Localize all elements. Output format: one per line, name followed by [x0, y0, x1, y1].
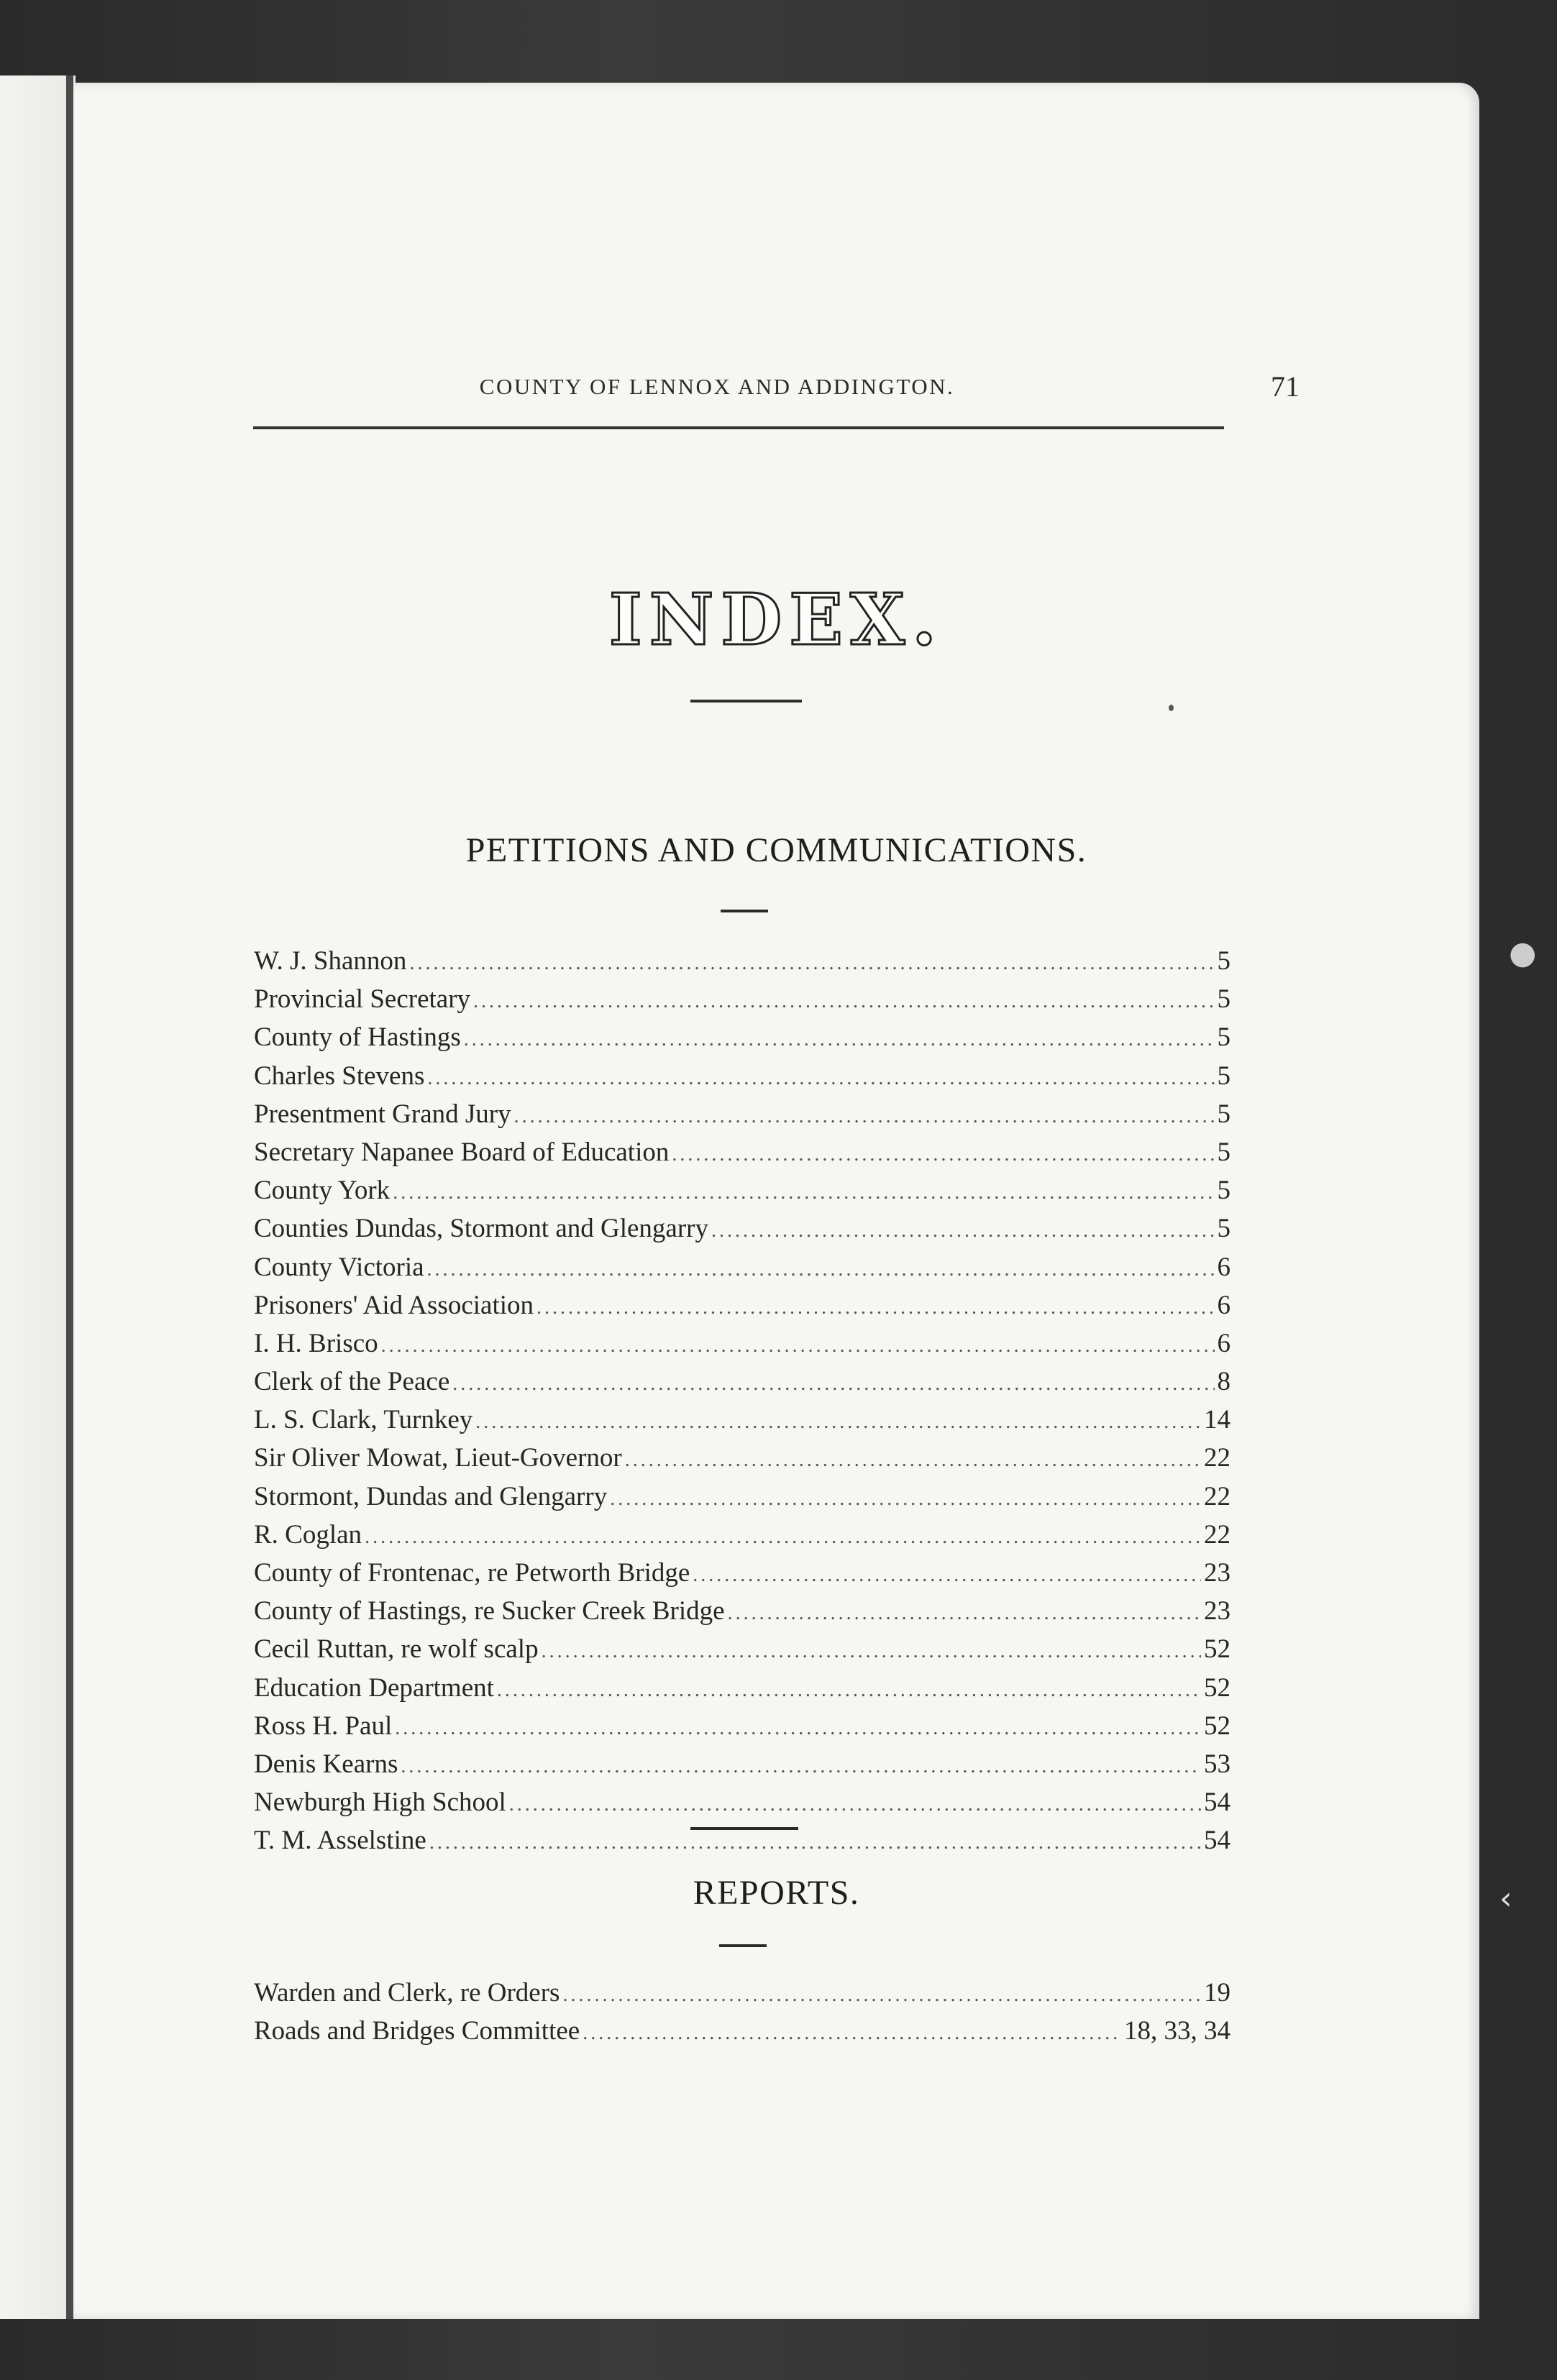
dot-leader [464, 1028, 1215, 1051]
reports-list [254, 1977, 1230, 2054]
index-entry [254, 1022, 1230, 1060]
entry-name: County of Hastings, re Sucker Creek Bridge [254, 1596, 725, 1626]
entry-name: Counties Dundas, Stormont and Glengarry [254, 1214, 708, 1244]
dot-leader [427, 1258, 1215, 1281]
entry-page: 22 [1204, 1481, 1230, 1511]
page-edge-mark-2: ‹ [1499, 1880, 1512, 1917]
index-entry [254, 1749, 1230, 1787]
entry-name: Denis Kearns [254, 1749, 398, 1779]
entry-page: 52 [1204, 1711, 1230, 1741]
index-entry [254, 1061, 1230, 1099]
dot-leader [711, 1219, 1215, 1242]
index-entry [254, 1252, 1230, 1290]
index-entry [254, 946, 1230, 984]
title-divider [690, 700, 802, 702]
petitions-divider-2 [721, 910, 768, 912]
entry-page: 5 [1217, 1022, 1230, 1053]
dot-leader [625, 1449, 1201, 1472]
index-entry [254, 1825, 1230, 1863]
entry-page: 5 [1217, 1214, 1230, 1244]
entry-page: 52 [1204, 1634, 1230, 1665]
index-entry [254, 1213, 1230, 1251]
entry-name: Sir Oliver Mowat, Lieut-Governor [254, 1443, 622, 1473]
entry-name: Provincial Secretary [254, 984, 471, 1015]
dot-leader [672, 1143, 1214, 1166]
dot-leader [728, 1602, 1201, 1625]
dot-leader [509, 1793, 1201, 1816]
page-edge-mark: ● [1509, 935, 1537, 971]
index-entry [254, 1787, 1230, 1825]
entry-page: 52 [1204, 1672, 1230, 1703]
index-entry [254, 2015, 1230, 2054]
header-rule [253, 426, 1224, 429]
entry-name: Newburgh High School [254, 1788, 506, 1818]
entry-page: 18, 33, 34 [1124, 2016, 1230, 2046]
entry-name: Secretary Napanee Board of Education [254, 1137, 670, 1167]
index-entry [254, 1328, 1230, 1366]
entry-name: Education Department [254, 1672, 494, 1703]
dot-leader [542, 1640, 1201, 1663]
index-entry [254, 1404, 1230, 1442]
dot-leader [473, 990, 1214, 1013]
index-entry [254, 1442, 1230, 1480]
index-entry [254, 1481, 1230, 1519]
entry-page: 19 [1204, 1978, 1230, 2008]
entry-page: 23 [1204, 1558, 1230, 1588]
entry-page: 6 [1217, 1328, 1230, 1358]
index-entry [254, 1672, 1230, 1711]
entry-page: 5 [1217, 984, 1230, 1015]
entry-name: County York [254, 1176, 391, 1206]
dot-leader [562, 1984, 1201, 2007]
dot-leader [536, 1296, 1214, 1319]
entry-name: R. Coglan [254, 1519, 362, 1550]
dot-leader [393, 1181, 1214, 1204]
entry-page: 8 [1217, 1367, 1230, 1397]
entry-page: 5 [1217, 1061, 1230, 1091]
entry-name: Warden and Clerk, re Orders [254, 1978, 560, 2008]
reports-divider-top [690, 1827, 798, 1830]
reports-divider [719, 1944, 767, 1947]
index-title: INDEX. [608, 579, 944, 662]
entry-page: 6 [1217, 1252, 1230, 1282]
binding-shadow [66, 75, 73, 2319]
entry-name: T. M. Asselstine [254, 1826, 426, 1856]
entry-name: County of Hastings [254, 1022, 461, 1053]
entry-page: 54 [1204, 1788, 1230, 1818]
dot-leader [409, 952, 1214, 975]
entry-page: 5 [1217, 1137, 1230, 1167]
index-entry [254, 1099, 1230, 1137]
entry-name: Presentment Grand Jury [254, 1099, 511, 1129]
entry-page: 23 [1204, 1596, 1230, 1626]
entry-name: Cecil Ruttan, re wolf scalp [254, 1634, 539, 1665]
entry-page: 6 [1217, 1290, 1230, 1320]
entry-name: County Victoria [254, 1252, 424, 1282]
entry-page: 22 [1204, 1443, 1230, 1473]
dot-leader [583, 2022, 1121, 2045]
dot-leader [365, 1526, 1201, 1549]
petitions-heading: PETITIONS AND COMMUNICATIONS. [465, 831, 1087, 869]
entry-name: Charles Stevens [254, 1061, 425, 1091]
entry-page: 5 [1217, 1176, 1230, 1206]
page-number: 71 [1271, 370, 1300, 403]
entry-name: L. S. Clark, Turnkey [254, 1405, 473, 1435]
index-entry [254, 984, 1230, 1022]
entry-name: I. H. Brisco [254, 1328, 378, 1358]
dot-leader [497, 1679, 1201, 1702]
facing-page-edge [0, 75, 76, 2319]
entry-name: Stormont, Dundas and Glengarry [254, 1481, 608, 1511]
dot-leader [427, 1067, 1214, 1090]
index-entry [254, 1137, 1230, 1175]
entry-page: 5 [1217, 1099, 1230, 1129]
dot-leader [610, 1488, 1201, 1511]
document-page [73, 83, 1479, 2319]
petitions-list [254, 946, 1230, 1864]
entry-name: Prisoners' Aid Association [254, 1290, 534, 1320]
dot-leader [475, 1411, 1201, 1434]
entry-page: 54 [1204, 1826, 1230, 1856]
dot-leader [401, 1755, 1201, 1778]
dot-leader [395, 1717, 1201, 1740]
paper-speck [1169, 705, 1174, 711]
entry-page: 22 [1204, 1519, 1230, 1550]
entry-name: County of Frontenac, re Petworth Bridge [254, 1558, 690, 1588]
entry-page: 14 [1204, 1405, 1230, 1435]
entry-name: Roads and Bridges Committee [254, 2016, 580, 2046]
entry-name: W. J. Shannon [254, 946, 407, 976]
index-entry [254, 1596, 1230, 1634]
dot-leader [514, 1105, 1215, 1128]
dot-leader [429, 1831, 1201, 1854]
index-entry [254, 1366, 1230, 1404]
index-entry [254, 1175, 1230, 1213]
dot-leader [452, 1373, 1214, 1396]
entry-name: Ross H. Paul [254, 1711, 393, 1741]
index-entry [254, 1557, 1230, 1596]
entry-page: 5 [1217, 946, 1230, 976]
running-title: COUNTY OF LENNOX AND ADDINGTON. [479, 374, 955, 399]
dot-leader [693, 1564, 1201, 1587]
entry-page: 53 [1204, 1749, 1230, 1779]
reports-heading: REPORTS. [693, 1874, 860, 1912]
dot-leader [381, 1335, 1215, 1358]
index-entry [254, 1711, 1230, 1749]
index-entry [254, 1634, 1230, 1672]
index-entry [254, 1977, 1230, 2015]
index-entry [254, 1519, 1230, 1557]
entry-name: Clerk of the Peace [254, 1367, 450, 1397]
index-entry [254, 1290, 1230, 1328]
